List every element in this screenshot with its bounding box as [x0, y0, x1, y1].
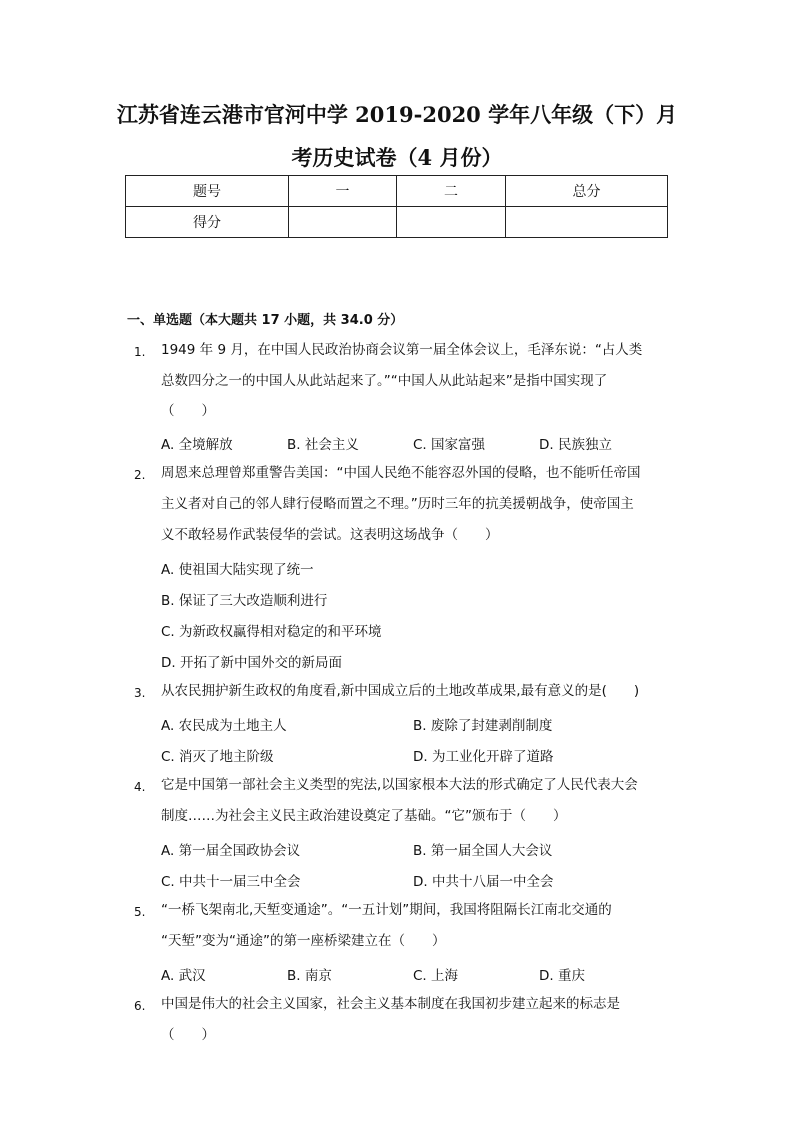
- question-text-line: 中国是伟大的社会主义国家，社会主义基本制度在我国初步建立起来的标志是: [161, 996, 620, 1012]
- question-text-line: 总数四分之一的中国人从此站起来了。”“中国人从此站起来”是指中国实现了: [161, 373, 608, 389]
- question-text-line: 义不敢轻易作武装侵华的尝试。这表明这场战争（ ）: [161, 527, 499, 543]
- option-b[interactable]: B. 保证了三大改造顺利进行: [161, 593, 328, 609]
- option-a[interactable]: A. 使祖国大陆实现了统一: [161, 562, 314, 578]
- question-number: 2.: [134, 468, 146, 482]
- score-table-header-row: [126, 176, 668, 207]
- option-a[interactable]: A. 第一届全国政协会议: [161, 843, 301, 859]
- question-text-line: 周恩来总理曾郑重警告美国：“中国人民绝不能容忍外国的侵略，也不能听任帝国: [161, 465, 641, 481]
- question-text-line: “一桥飞架南北,天堑变通途”。“一五计划”期间，我国将阻隔长江南北交通的: [161, 902, 612, 918]
- question-text-line: 1949 年 9 月，在中国人民政治协商会议第一届全体会议上，毛泽东说：“占人类: [161, 342, 643, 358]
- option-c[interactable]: C. 国家富强: [413, 437, 486, 453]
- score-table-header-cell: 总分: [506, 176, 668, 207]
- score-table-cell: [506, 207, 668, 238]
- score-table-cell: [397, 207, 506, 238]
- question-number: 1.: [134, 345, 146, 359]
- question-text-line: 从农民拥护新生政权的角度看,新中国成立后的土地改革成果,最有意义的是( ): [161, 683, 640, 699]
- score-table-header-cell: 一: [289, 176, 397, 207]
- option-d[interactable]: D. 中共十八届一中全会: [413, 874, 554, 890]
- question-number: 6.: [134, 999, 146, 1013]
- option-c[interactable]: C. 为新政权赢得相对稳定的和平环境: [161, 624, 382, 640]
- option-a[interactable]: A. 全境解放: [161, 437, 233, 453]
- option-b[interactable]: B. 第一届全国人大会议: [413, 843, 553, 859]
- option-a[interactable]: A. 农民成为土地主人: [161, 718, 287, 734]
- option-b[interactable]: B. 社会主义: [287, 437, 359, 453]
- option-b[interactable]: B. 废除了封建剥削制度: [413, 718, 553, 734]
- question-text-line: 制度……为社会主义民主政治建设奠定了基础。“它”颁布于（ ）: [161, 808, 567, 824]
- question-text-line: “天堑”变为“通途”的第一座桥梁建立在（ ）: [161, 933, 446, 949]
- option-d[interactable]: D. 重庆: [539, 968, 585, 984]
- option-d[interactable]: D. 民族独立: [539, 437, 612, 453]
- question-text-line: 主义者对自己的邻人肆行侵略而置之不理。”历时三年的抗美援朝战争，使帝国主: [161, 496, 634, 512]
- document-title-line2: 考历史试卷（4 月份）: [291, 145, 503, 170]
- option-b[interactable]: B. 南京: [287, 968, 332, 984]
- question-text-line: 它是中国第一部社会主义类型的宪法,以国家根本大法的形式确定了人民代表大会: [161, 777, 638, 793]
- score-table-cell: [289, 207, 397, 238]
- option-d[interactable]: D. 为工业化开辟了道路: [413, 749, 554, 765]
- option-c[interactable]: C. 消灭了地主阶级: [161, 749, 274, 765]
- section-heading: 一、单选题（本大题共 17 小题，共 34.0 分）: [127, 313, 404, 328]
- option-c[interactable]: C. 中共十一届三中全会: [161, 874, 301, 890]
- score-table: [125, 175, 668, 238]
- document-title-line1: 江苏省连云港市官河中学 2019-2020 学年八年级（下）月: [116, 102, 678, 127]
- option-c[interactable]: C. 上海: [413, 968, 459, 984]
- option-a[interactable]: A. 武汉: [161, 968, 206, 984]
- score-table-score-row: [126, 207, 668, 238]
- question-number: 3.: [134, 686, 146, 700]
- score-table-header-cell: 题号: [126, 176, 289, 207]
- question-text-line: （ ）: [161, 1027, 215, 1043]
- option-d[interactable]: D. 开拓了新中国外交的新局面: [161, 655, 342, 671]
- score-table-header-cell: 二: [397, 176, 506, 207]
- question-text-line: （ ）: [161, 403, 215, 419]
- score-table-row-label: 得分: [126, 207, 289, 238]
- question-number: 5.: [134, 905, 146, 919]
- question-number: 4.: [134, 780, 146, 794]
